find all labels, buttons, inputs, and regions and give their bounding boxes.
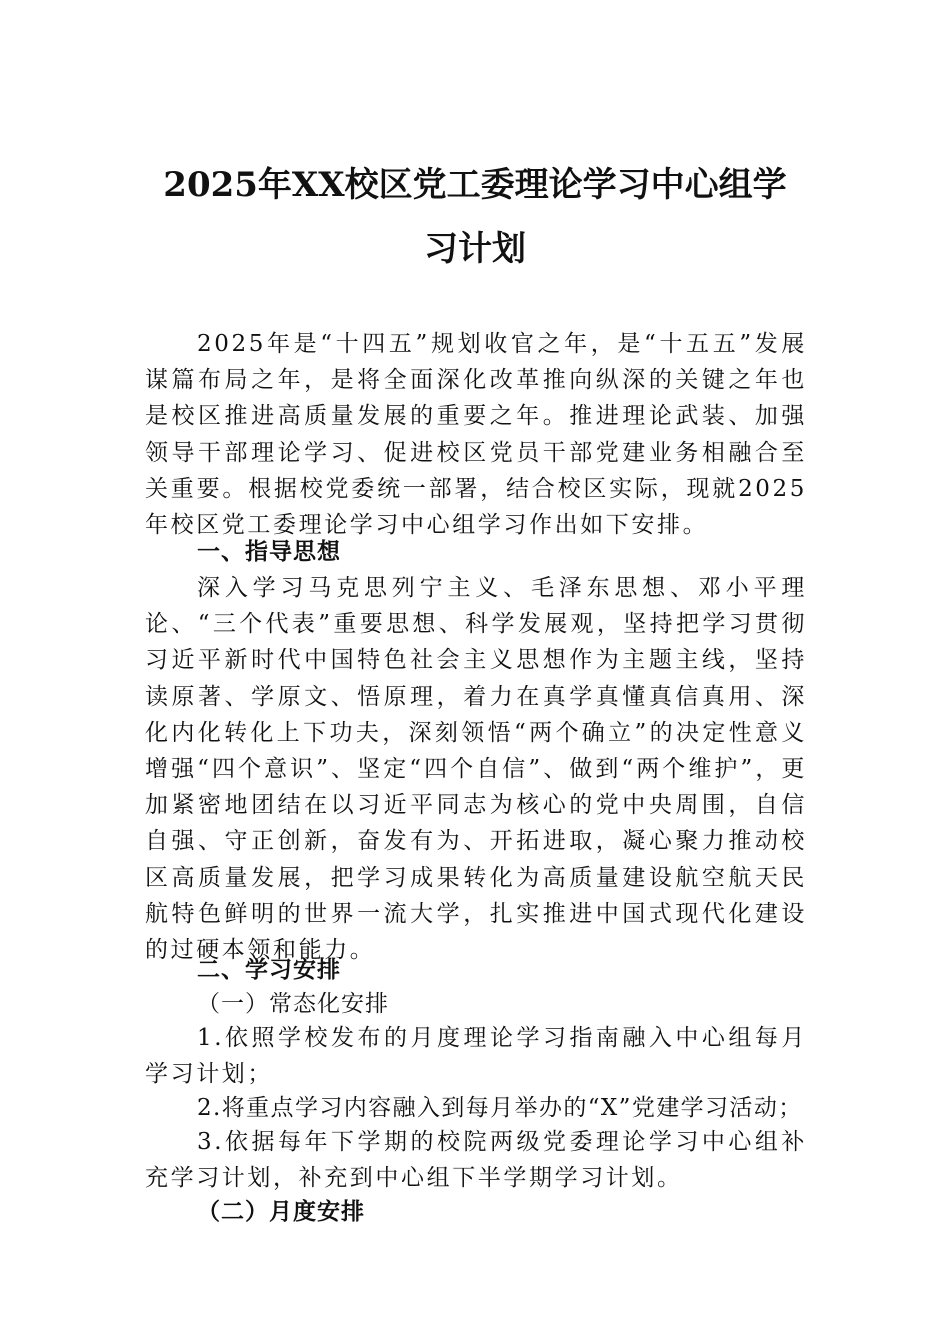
subsection-2-heading: （二）月度安排 [197, 1198, 365, 1225]
section-1-body: 深入学习马克思列宁主义、毛泽东思想、邓小平理论、“三个代表”重要思想、科学发展观，坚持把学习贯彻习近平新时代中国特色社会主义思想作为主题主线，坚持读原著、学原文、悟原理，着力在真学真懂真信真用、深化内化转化上下功夫，深刻领悟“两个确立”的决定性意义增强“四个意识”、坚定“四个自信”、做到“两个维护”，更加紧密地团结在以习近平同志为核心的党中央周围，自信自强、守正创新，奋发有为、开拓进取，凝心聚力推动校区高质量发展，把学习成果转化为高质量建设航空航天民航特色鲜明的世界一流大学，扎实推进中国式现代化建设的过硬本领和能力。 [145, 575, 807, 964]
section-2-heading: 二、学习安排 [197, 956, 341, 983]
list-item-1: 1.依照学校发布的月度理论学习指南融入中心组每月学习计划； [145, 1025, 807, 1088]
section-1-heading: 一、指导思想 [197, 538, 341, 565]
list-item-3: 3.依据每年下学期的校院两级党委理论学习中心组补充学习计划，补充到中心组下半学期学习计划。 [145, 1129, 807, 1192]
subsection-1-heading: （一）常态化安排 [197, 991, 389, 1017]
list-item-2: 2.将重点学习内容融入到每月举办的“X”党建学习活动； [197, 1095, 803, 1121]
document-title-line-1: 2025年XX校区党工委理论学习中心组学 [163, 165, 787, 205]
intro-paragraph: 2025年是“十四五”规划收官之年，是“十五五”发展谋篇布局之年，是将全面深化改革推向纵深的关键之年也是校区推进高质量发展的重要之年。推进理论武装、加强领导干部理论学习、促进校区党员干部党建业务相融合至关重要。根据校党委统一部署，结合校区实际，现就2025年校区党工委理论学习中心组学习作出如下安排。 [145, 331, 807, 539]
document-title-line-2: 习计划 [424, 229, 526, 269]
